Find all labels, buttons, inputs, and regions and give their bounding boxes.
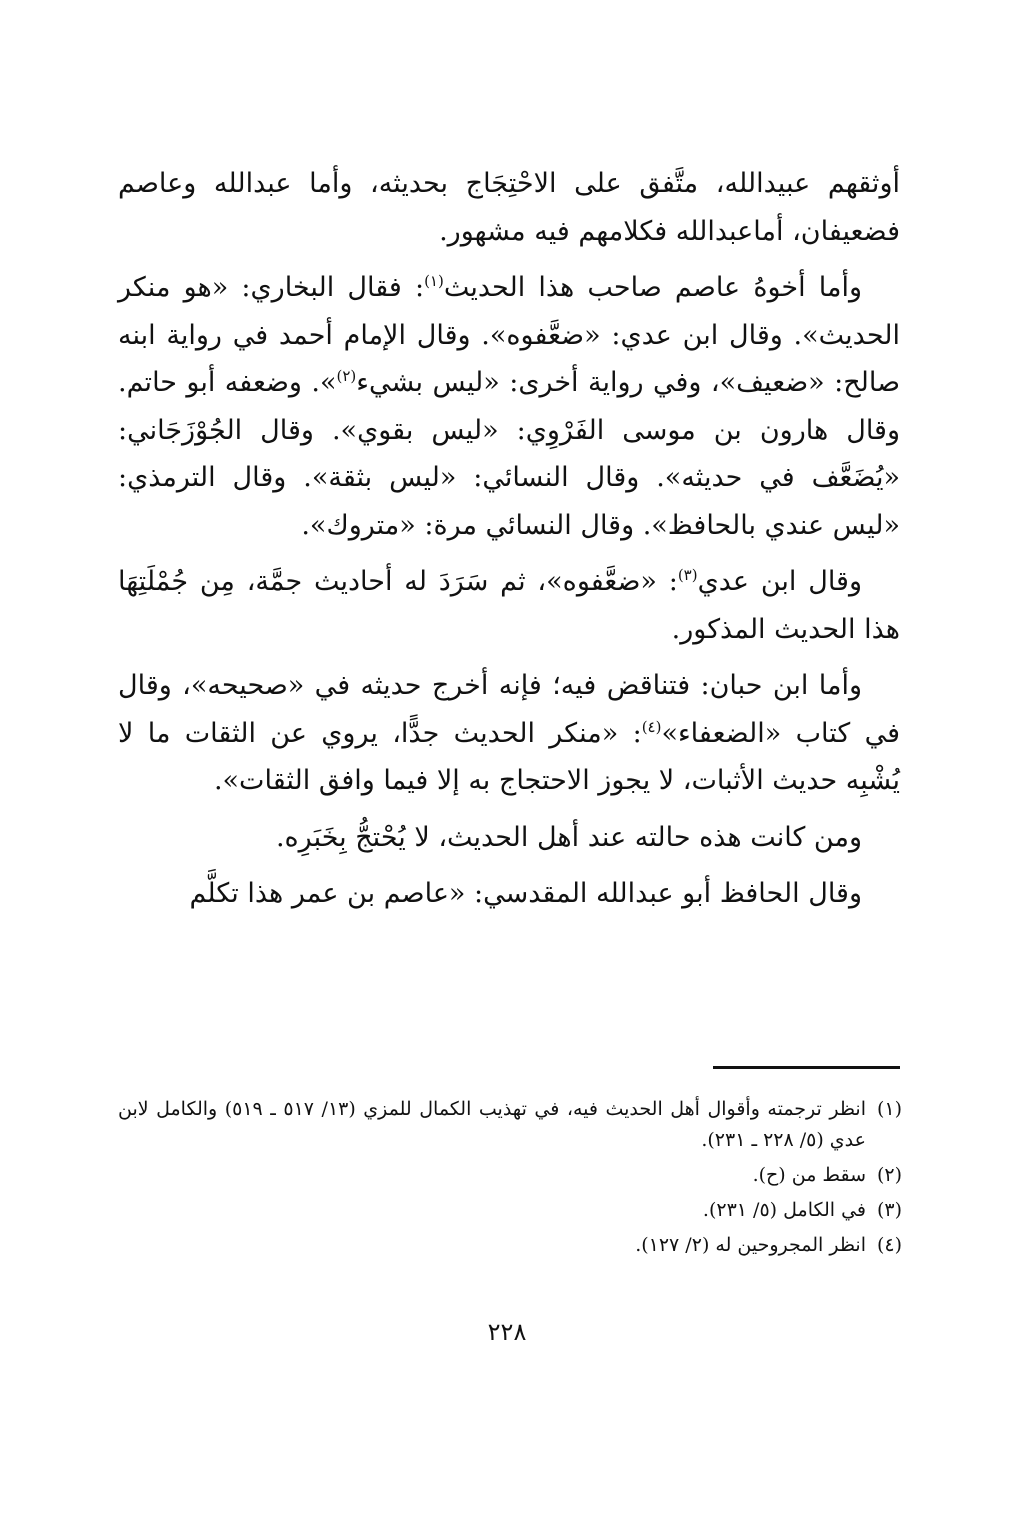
footnotes <box>118 1094 902 1265</box>
footnote-ref-3[interactable]: (٣) <box>677 566 698 584</box>
footnote-number: (٣) <box>876 1199 902 1221</box>
footnote-text: سقط من (ح). <box>752 1164 866 1186</box>
footnote-ref-2[interactable]: (٢) <box>336 367 357 385</box>
paragraph-5: ومن كانت هذه حالته عند أهل الحديث، لا يُحْتجُّ بِخَبَرِه. <box>275 821 862 853</box>
footnote-4 <box>118 1230 902 1261</box>
paragraph-4: وأما ابن حبان: فتناقض فيه؛ فإنه أخرج حديثه في «صحيحه»، وقال في كتاب «الضعفاء»$^{(٤)}$: «منكر الحديث جدًّا، يروي عن الثقات ما لا يُشْبِه حديث الأثبات، لا يجوز الاحتجاج به إلا فيما وافق الثقات». <box>118 670 900 796</box>
footnote-1 <box>118 1094 902 1156</box>
paragraph-1: أوثقهم عبيدالله، متَّفق على الاحْتِجَاج بحديثه، وأما عبدالله وعاصم فضعيفان، أماعبدالله فكلامهم فيه مشهور. <box>118 168 900 247</box>
paragraph-2: وأما أخوهُ عاصم صاحب هذا الحديث$^{(١)}$: فقال البخاري: «هو منكر الحديث». وقال ابن عدي: «ضعَّفوه». وقال الإمام أحمد في رواية ابنه صالح: «ضعيف»، وفي رواية أخرى: «ليس بشيء$^{(٢)}$». وضعفه أبو حاتم. وقال هارون بن موسى الفَرْوِي: «ليس بقوي». وقال الجُوْزَجَاني: «يُضَعَّف في حديثه». وقال النسائي: «ليس بثقة». وقال الترمذي: «ليس عندي بالحافظ». وقال النسائي مرة: «متروك». <box>118 272 900 541</box>
page-number: ٢٢٨ <box>487 1318 527 1346</box>
footnote-ref-1[interactable]: (١) <box>424 272 444 290</box>
footnote-3 <box>118 1195 902 1226</box>
footnote-ref-4[interactable]: (٤) <box>641 717 662 736</box>
footnote-number: (٢) <box>876 1164 902 1186</box>
footnote-text: في الكامل (٥/ ٢٣١). <box>702 1199 866 1221</box>
footnote-divider <box>713 1066 900 1069</box>
footnote-2 <box>118 1160 902 1191</box>
footnote-number: (٤) <box>876 1234 902 1256</box>
footnote-number: (١) <box>876 1098 902 1120</box>
footnote-text: انظر المجروحين له (٢/ ١٢٧). <box>635 1234 866 1256</box>
main-text <box>118 160 900 927</box>
paragraph-3: وقال ابن عدي$^{(٣)}$: «ضعَّفوه»، ثم سَرَدَ له أحاديث جمَّة، مِن جُمْلَتِهَا هذا الحديث المذكور. <box>118 566 900 645</box>
footnote-text: انظر ترجمته وأقوال أهل الحديث فيه، في تهذيب الكمال للمزي (١٣/ ٥١٧ ـ ٥١٩) والكامل لابن عدي (٥/ ٢٢٨ ـ ٢٣١). <box>118 1098 866 1151</box>
paragraph-6: وقال الحافظ أبو عبدالله المقدسي: «عاصم بن عمر هذا تكلَّم <box>189 878 862 909</box>
